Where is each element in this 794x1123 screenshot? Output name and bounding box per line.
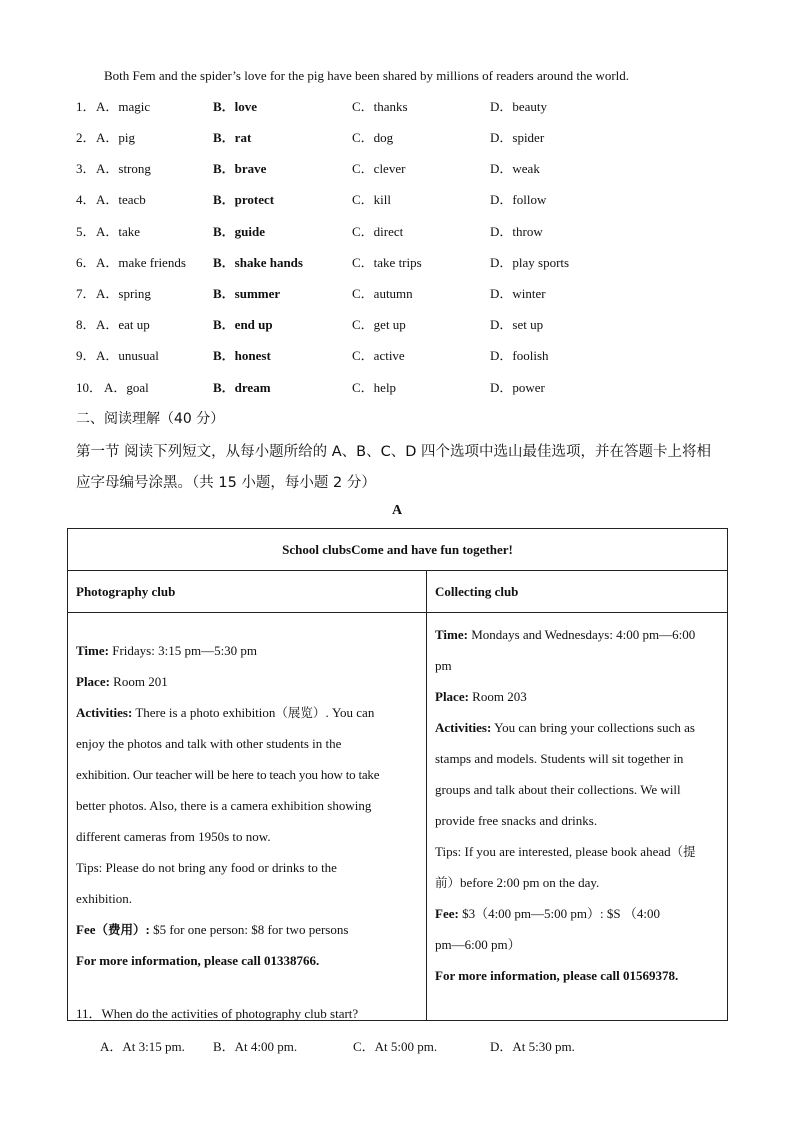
photo-activities-line: better photos. Also, there is a camera exhibition showing bbox=[76, 798, 372, 813]
option-d: D．set up bbox=[490, 317, 544, 332]
option-d: D．winter bbox=[490, 286, 546, 301]
collect-fee: Fee: $3（4:00 pm—5:00 pm）: $S （4:00 bbox=[435, 906, 660, 921]
option-a: A．pig bbox=[96, 130, 136, 145]
option-b: B．love bbox=[213, 99, 258, 114]
option-a: A．teacb bbox=[96, 192, 146, 207]
photo-fee: Fee（费用）: $5 for one person: $8 for two persons bbox=[76, 922, 349, 937]
photo-activities-line: different cameras from 1950s to now. bbox=[76, 829, 271, 844]
option-a: A．make friends bbox=[96, 255, 186, 270]
question-number: 1． bbox=[76, 99, 96, 114]
option-d: D．power bbox=[490, 380, 545, 395]
option-a: A．unusual bbox=[96, 348, 159, 363]
question-number: 3． bbox=[76, 161, 96, 176]
option-d: D．throw bbox=[490, 224, 543, 239]
collect-info: For more information, please call 01569378. bbox=[435, 968, 679, 983]
photo-info: For more information, please call 01338766. bbox=[76, 953, 320, 968]
option-c: C．clever bbox=[352, 161, 406, 176]
option-b: B．end up bbox=[213, 317, 273, 332]
collect-activities-line: groups and talk about their collections. We will bbox=[435, 782, 681, 797]
option-c: C．direct bbox=[352, 224, 404, 239]
option-c: C．help bbox=[352, 380, 397, 395]
option-b: B．protect bbox=[213, 192, 275, 207]
intro-sentence: Both Fem and the spider’s love for the pig have been shared by millions of readers around the world. bbox=[104, 68, 630, 83]
photo-activities: Activities: There is a photo exhibition（展览）. You can bbox=[76, 705, 375, 720]
photography-club-title: Photography club bbox=[68, 571, 427, 613]
question-number: 6． bbox=[76, 255, 96, 270]
option-a: A．strong bbox=[96, 161, 151, 176]
collecting-club-details bbox=[427, 613, 728, 1021]
option-c: C．At 5:00 pm. bbox=[353, 1039, 438, 1054]
option-d: D．spider bbox=[490, 130, 545, 145]
option-a: A．eat up bbox=[96, 317, 150, 332]
option-b: B．guide bbox=[213, 224, 266, 239]
question-number: 7． bbox=[76, 286, 96, 301]
option-a: A．At 3:15 pm. bbox=[100, 1039, 185, 1054]
option-d: D．beauty bbox=[490, 99, 548, 114]
question-number: 9． bbox=[76, 348, 96, 363]
option-b: B．summer bbox=[213, 286, 281, 301]
photo-tips: Tips: Please do not bring any food or drinks to the bbox=[76, 860, 337, 875]
collect-place: Place: Room 203 bbox=[435, 689, 527, 704]
section-instruction: 第一节 阅读下列短文，从每小题所给的 A、B、C、D 四个选项中选山最佳选项，并在答题卡上将相 bbox=[76, 444, 711, 460]
option-c: C．kill bbox=[352, 192, 392, 207]
collect-activities-line: provide free snacks and drinks. bbox=[435, 813, 598, 828]
option-b: B．dream bbox=[213, 380, 271, 395]
collect-time-line: pm bbox=[435, 658, 452, 673]
question-number: 10． bbox=[76, 380, 103, 395]
option-b: B．shake hands bbox=[213, 255, 303, 270]
option-b: B．honest bbox=[213, 348, 271, 363]
option-c: C．active bbox=[352, 348, 405, 363]
photo-place: Place: Room 201 bbox=[76, 674, 168, 689]
photo-activities-line: exhibition. Our teacher will be here to teach you how to take bbox=[76, 767, 380, 782]
option-b: B．brave bbox=[213, 161, 267, 176]
section-instruction: 应字母编号涂黑。（共 15 小题，每小题 2 分） bbox=[76, 475, 376, 491]
question-number: 4． bbox=[76, 192, 96, 207]
table-header: School clubsCome and have fun together! bbox=[68, 529, 728, 571]
option-d: D．foolish bbox=[490, 348, 549, 363]
option-d: D．At 5:30 pm. bbox=[490, 1039, 575, 1054]
photo-time: Time: Fridays: 3:15 pm—5:30 pm bbox=[76, 643, 258, 658]
option-a: A．magic bbox=[96, 99, 151, 114]
passage-label: A bbox=[391, 503, 403, 518]
photo-activities-line: enjoy the photos and talk with other students in the bbox=[76, 736, 342, 751]
option-a: A．spring bbox=[96, 286, 151, 301]
option-c: C．thanks bbox=[352, 99, 408, 114]
question-number: 2． bbox=[76, 130, 96, 145]
question-11-stem: 11．When do the activities of photography club start? bbox=[76, 1006, 359, 1021]
option-c: C．take trips bbox=[352, 255, 422, 270]
question-number: 8． bbox=[76, 317, 96, 332]
collecting-club-title: Collecting club bbox=[427, 571, 728, 613]
option-d: D．play sports bbox=[490, 255, 570, 270]
photo-tips-line: exhibition. bbox=[76, 891, 132, 906]
collect-time: Time: Mondays and Wednesdays: 4:00 pm—6:00 bbox=[435, 627, 696, 642]
option-c: C．autumn bbox=[352, 286, 413, 301]
photography-club-details bbox=[68, 613, 427, 1021]
option-b: B．At 4:00 pm. bbox=[213, 1039, 298, 1054]
collect-fee-line: pm—6:00 pm） bbox=[435, 937, 521, 952]
section-title: 二、阅读理解（40 分） bbox=[76, 411, 225, 427]
option-b: B．rat bbox=[213, 130, 252, 145]
collect-tips: Tips: If you are interested, please book ahead（提 bbox=[435, 844, 696, 859]
option-d: D．weak bbox=[490, 161, 540, 176]
question-number: 5． bbox=[76, 224, 96, 239]
option-c: C．dog bbox=[352, 130, 394, 145]
option-d: D．follow bbox=[490, 192, 547, 207]
option-a: A．take bbox=[96, 224, 141, 239]
collect-tips-line: 前）before 2:00 pm on the day. bbox=[435, 875, 600, 890]
collect-activities-line: stamps and models. Students will sit together in bbox=[435, 751, 684, 766]
clubs-table bbox=[67, 528, 728, 1021]
option-a: A．goal bbox=[104, 380, 149, 395]
option-c: C．get up bbox=[352, 317, 406, 332]
collect-activities: Activities: You can bring your collections such as bbox=[435, 720, 695, 735]
